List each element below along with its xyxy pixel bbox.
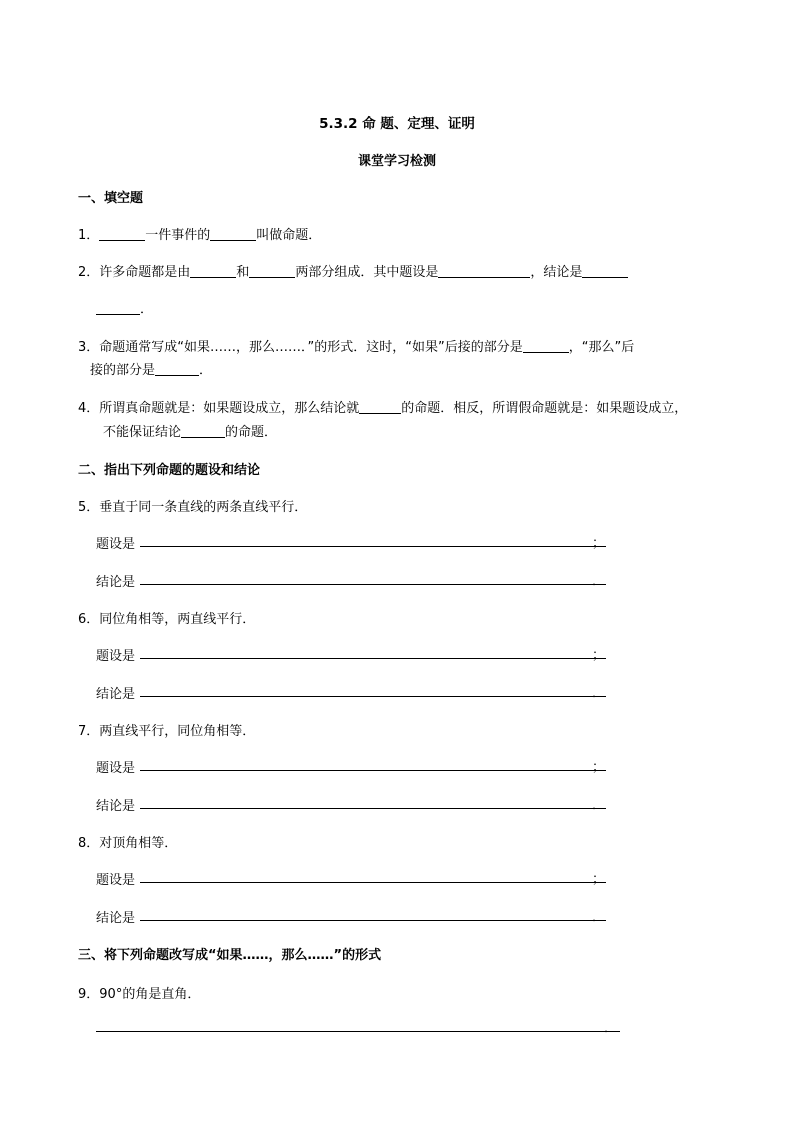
question-9-number: 9．: [78, 987, 100, 1002]
conclusion-end-5: ．: [592, 574, 606, 589]
blank-2c[interactable]: [438, 263, 530, 278]
conclusion-answer-line-6[interactable]: [140, 696, 606, 697]
question-8-text: 对顶角相等．: [99, 836, 178, 851]
conclusion-end-6: ．: [592, 686, 606, 701]
question-6: [78, 608, 255, 627]
question-4-text-a: 所谓真命题就是：如果题设成立，那么结论就: [99, 401, 360, 416]
question-4-text-d: 的命题．: [225, 425, 278, 440]
question-4-text-c: 不能保证结论: [103, 425, 182, 440]
page-title: 5.3.2 命 题、定理、证明: [319, 116, 475, 132]
question-1-text-b: 叫做命题．: [256, 228, 322, 243]
blank-4a[interactable]: [359, 399, 401, 414]
conclusion-label-8: 结论是: [96, 911, 136, 926]
premise-label-5: 题设是: [96, 537, 136, 552]
question-2-text-a: 许多命题都是由: [99, 265, 191, 280]
section-2-heading: 二、指出下列命题的题设和结论: [78, 463, 261, 478]
question-2: [78, 261, 628, 280]
question-3-text-c: 接的部分是: [90, 363, 156, 378]
blank-2d[interactable]: [582, 263, 628, 278]
premise-end-7: ；: [592, 760, 606, 775]
question-6-text: 同位角相等，两直线平行．: [99, 612, 256, 627]
question-7-number: 7．: [78, 724, 100, 739]
conclusion-label-7: 结论是: [96, 799, 136, 814]
conclusion-answer-line-5[interactable]: [140, 584, 606, 585]
premise-label-8: 题设是: [96, 873, 136, 888]
blank-2e[interactable]: [96, 300, 140, 315]
premise-label-7: 题设是: [96, 761, 136, 776]
question-5-number: 5．: [78, 500, 100, 515]
conclusion-end-7: ．: [592, 798, 606, 813]
question-7-text: 两直线平行，同位角相等．: [99, 724, 256, 739]
page-subtitle: 课堂学习检测: [357, 154, 436, 169]
question-3-text-a: 命题通常写成“如果……，那么……．”的形式．这时，“如果”后接的部分是: [99, 340, 523, 355]
blank-3b[interactable]: [155, 361, 199, 376]
question-2-text-e: ．: [140, 302, 154, 317]
blank-3a[interactable]: [523, 338, 569, 353]
question-4-number: 4．: [78, 401, 100, 416]
question-2-number: 2．: [78, 265, 100, 280]
section-3-heading: 三、将下列命题改写成“如果……，那么……”的形式: [78, 948, 382, 963]
question-1-text-a: 一件事件的: [145, 228, 211, 243]
question-2-text-d: ，结论是: [530, 265, 583, 280]
blank-1b[interactable]: [210, 226, 256, 241]
question-3-continuation: [90, 359, 212, 378]
question-9: [78, 983, 200, 1002]
question-4-text-b: 的命题．相反，所谓假命题就是：如果题设成立，: [401, 401, 688, 416]
premise-answer-line-5[interactable]: [140, 546, 606, 547]
answer-line-9[interactable]: [96, 1031, 620, 1032]
section-1-heading: 一、填空题: [78, 191, 144, 206]
premise-end-8: ；: [592, 872, 606, 887]
conclusion-end-8: ．: [592, 910, 606, 925]
answer-9-end: ．: [604, 1021, 618, 1036]
blank-4b[interactable]: [181, 423, 225, 438]
conclusion-label-5: 结论是: [96, 575, 136, 590]
question-1: [78, 224, 321, 243]
question-2-text-c: 两部分组成．其中题设是: [295, 265, 439, 280]
question-5: [78, 496, 307, 515]
premise-answer-line-8[interactable]: [140, 882, 606, 883]
question-8: [78, 832, 177, 851]
premise-answer-line-7[interactable]: [140, 770, 606, 771]
question-2-text-b: 和: [236, 265, 250, 280]
premise-end-5: ；: [592, 536, 606, 551]
question-2-continuation: [96, 298, 153, 317]
question-3-number: 3．: [78, 340, 100, 355]
blank-2a[interactable]: [190, 263, 236, 278]
blank-2b[interactable]: [249, 263, 295, 278]
premise-label-6: 题设是: [96, 649, 136, 664]
conclusion-answer-line-7[interactable]: [140, 808, 606, 809]
conclusion-answer-line-8[interactable]: [140, 920, 606, 921]
question-3-text-b: ，“那么”后: [568, 340, 635, 355]
question-4: [78, 397, 687, 416]
question-1-number: 1．: [78, 228, 100, 243]
question-4-continuation: [103, 421, 277, 440]
question-7: [78, 720, 255, 739]
blank-1a[interactable]: [99, 226, 145, 241]
question-3-text-d: ．: [199, 363, 213, 378]
conclusion-label-6: 结论是: [96, 687, 136, 702]
premise-end-6: ；: [592, 648, 606, 663]
question-5-text: 垂直于同一条直线的两条直线平行．: [99, 500, 308, 515]
question-9-text: 90°的角是直角．: [99, 987, 201, 1002]
premise-answer-line-6[interactable]: [140, 658, 606, 659]
question-8-number: 8．: [78, 836, 100, 851]
question-3: [78, 336, 634, 355]
question-6-number: 6．: [78, 612, 100, 627]
